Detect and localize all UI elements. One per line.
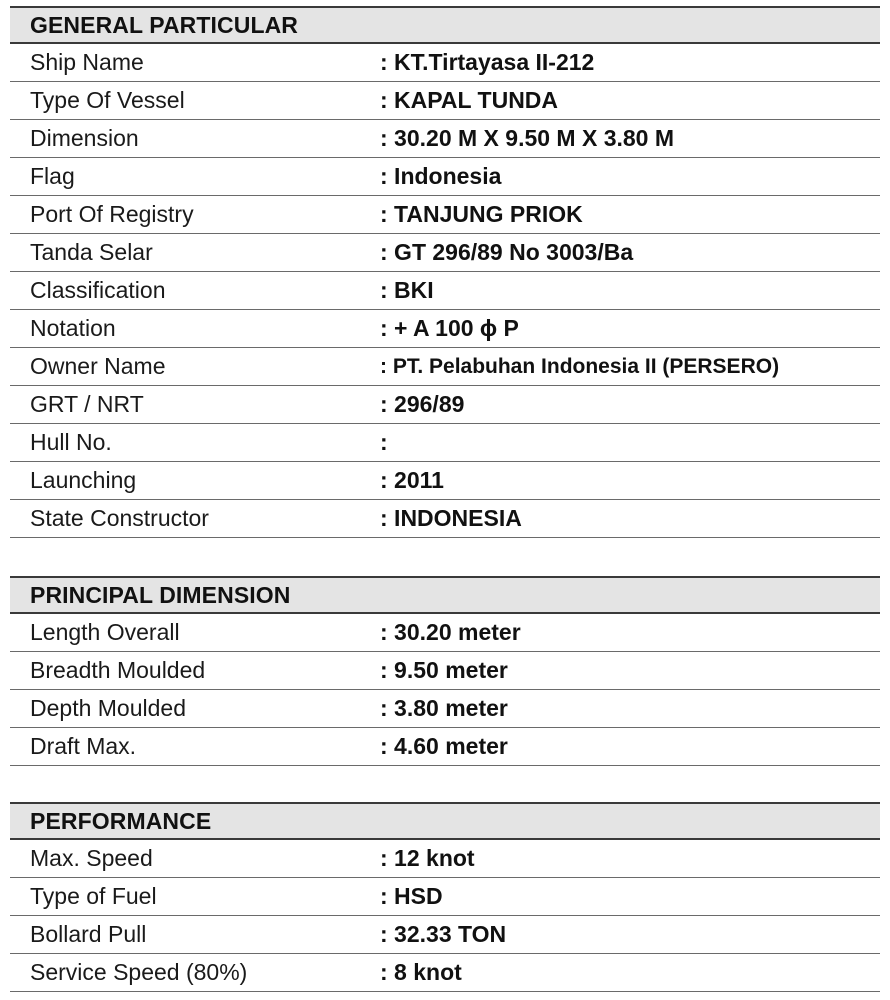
row-label: Draft Max. (30, 733, 137, 759)
table-row (10, 614, 880, 652)
row-label: Max. Speed (30, 845, 153, 871)
row-label: Length Overall (30, 619, 180, 645)
row-value: : BKI (380, 277, 434, 303)
row-label: Notation (30, 315, 116, 341)
row-value: : GT 296/89 No 3003/Ba (380, 239, 634, 265)
section-title: PERFORMANCE (10, 804, 880, 840)
row-label: Depth Moulded (30, 695, 186, 721)
row-label: State Constructor (30, 505, 209, 531)
row-value: : TANJUNG PRIOK (380, 201, 583, 227)
row-label: GRT / NRT (30, 391, 144, 417)
table-row (10, 158, 880, 196)
table-row (10, 196, 880, 234)
general-particular-table (10, 6, 880, 538)
table-row (10, 690, 880, 728)
table-row (10, 386, 880, 424)
table-row (10, 310, 880, 348)
table-row (10, 954, 880, 992)
row-label: Hull No. (30, 429, 112, 455)
row-label: Breadth Moulded (30, 657, 206, 683)
row-label: Flag (30, 163, 75, 189)
table-row (10, 500, 880, 538)
row-value: : 9.50 meter (380, 657, 508, 683)
table-row (10, 728, 880, 766)
table-row (10, 424, 880, 462)
row-value: : KT.Tirtayasa II-212 (380, 49, 595, 75)
table-row (10, 652, 880, 690)
table-row (10, 234, 880, 272)
table-row (10, 120, 880, 158)
section-title: PRINCIPAL DIMENSION (10, 578, 880, 614)
row-value: : KAPAL TUNDA (380, 87, 559, 113)
row-label: Port Of Registry (30, 201, 194, 227)
row-value: : 8 knot (380, 959, 462, 985)
row-value: : (380, 429, 388, 455)
row-label: Type of Fuel (30, 883, 157, 909)
row-value: : 3.80 meter (380, 695, 508, 721)
table-row (10, 840, 880, 878)
row-value: : 12 knot (380, 845, 475, 871)
row-label: Classification (30, 277, 166, 303)
row-value: : + A 100 ɸ P (380, 315, 519, 341)
table-row (10, 916, 880, 954)
row-value: : HSD (380, 883, 443, 909)
row-value: : 2011 (380, 467, 444, 493)
table-row (10, 348, 880, 386)
row-label: Ship Name (30, 49, 144, 75)
row-label: Type Of Vessel (30, 87, 185, 113)
performance-table (10, 802, 880, 992)
row-value: : 30.20 meter (380, 619, 521, 645)
row-label: Launching (30, 467, 137, 493)
section-title: GENERAL PARTICULAR (10, 8, 880, 44)
row-label: Service Speed (80%) (30, 959, 248, 985)
table-row (10, 462, 880, 500)
row-label: Bollard Pull (30, 921, 147, 947)
row-value: : 296/89 (380, 391, 465, 417)
row-label: Dimension (30, 125, 139, 151)
row-value: : Indonesia (380, 163, 502, 189)
principal-dimension-table (10, 576, 880, 766)
row-value: : 30.20 M X 9.50 M X 3.80 M (380, 125, 675, 151)
row-value: : INDONESIA (380, 505, 522, 531)
row-label: Tanda Selar (30, 239, 153, 265)
row-label: Owner Name (30, 353, 166, 379)
row-value: : 4.60 meter (380, 733, 508, 759)
table-row (10, 272, 880, 310)
table-row (10, 82, 880, 120)
table-row (10, 878, 880, 916)
row-value: : 32.33 TON (380, 921, 507, 947)
table-row (10, 44, 880, 82)
row-value: : PT. Pelabuhan Indonesia II (PERSERO) (380, 354, 780, 378)
